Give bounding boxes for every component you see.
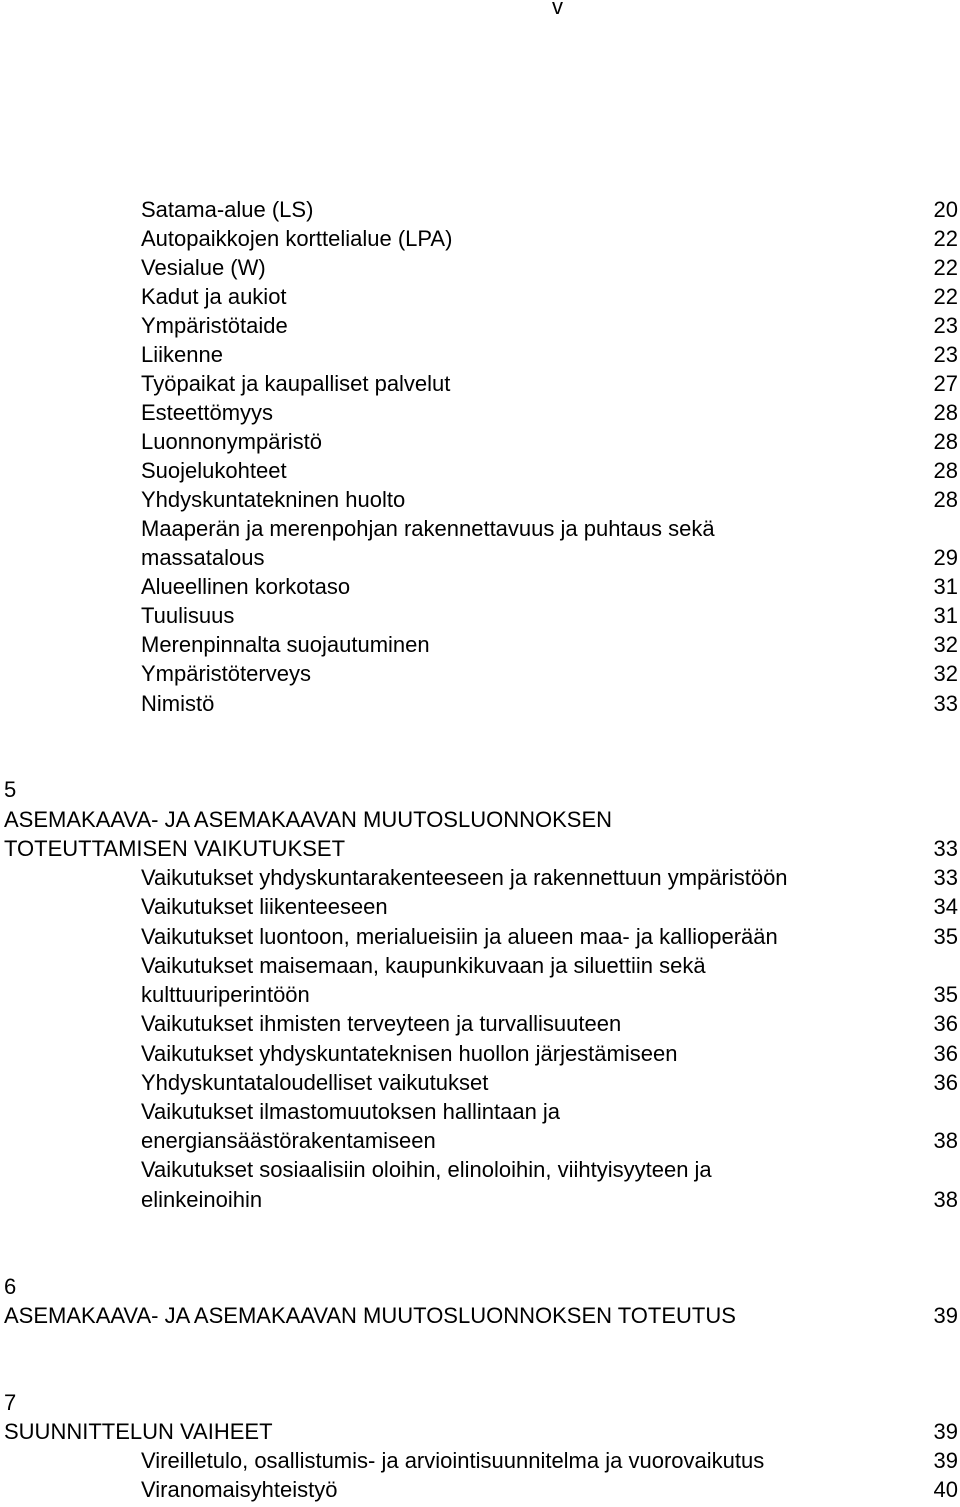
toc-entry[interactable] — [0, 892, 960, 921]
page-number: v — [552, 0, 563, 19]
toc-entry-page: 33 — [933, 865, 958, 890]
section-number: 7 — [4, 1390, 17, 1415]
toc-entry-title: Vaikutukset yhdyskuntateknisen huollon järjestämiseen — [141, 1041, 678, 1066]
toc-entry[interactable] — [0, 572, 960, 601]
toc-entry-page: 40 — [933, 1477, 958, 1502]
toc-entry[interactable] — [0, 1126, 960, 1155]
section-heading-line: SUUNNITTELUN VAIHEET — [4, 1419, 273, 1444]
section-heading-line: TOTEUTTAMISEN VAIKUTUKSET — [4, 836, 346, 861]
section-page: 39 — [933, 1419, 958, 1444]
toc-entry[interactable] — [0, 1185, 960, 1214]
toc-entry[interactable] — [0, 340, 960, 369]
toc-entry-title: Tuulisuus — [141, 603, 235, 628]
toc-entry-title: Satama-alue (LS) — [141, 197, 314, 222]
toc-entry-title: Merenpinnalta suojautuminen — [141, 632, 430, 657]
toc-entry-title: Viranomaisyhteistyö — [141, 1477, 338, 1502]
toc-entry-page: 22 — [933, 255, 958, 280]
toc-entry-title: Liikenne — [141, 342, 223, 367]
toc-entry-page: 38 — [933, 1128, 958, 1153]
section-6-heading[interactable] — [0, 1301, 960, 1330]
toc-entry-title: Ympäristötaide — [141, 313, 288, 338]
toc-entry[interactable] — [0, 922, 960, 951]
toc-entry[interactable] — [0, 253, 960, 282]
toc-entry-title: Autopaikkojen korttelialue (LPA) — [141, 226, 453, 251]
toc-entry-page: 28 — [933, 458, 958, 483]
toc-entry-title: energiansäästörakentamiseen — [141, 1128, 436, 1153]
toc-entry[interactable] — [0, 1097, 960, 1126]
toc-entry-page: 35 — [933, 924, 958, 949]
section-7-heading[interactable] — [0, 1417, 960, 1446]
toc-entry-title: Vaikutukset yhdyskuntarakenteeseen ja rakennettuun ympäristöön — [141, 865, 788, 890]
toc-entry-page: 27 — [933, 371, 958, 396]
toc-entry-page: 39 — [933, 1448, 958, 1473]
toc-entry[interactable] — [0, 195, 960, 224]
toc-entry-title: Yhdyskuntataloudelliset vaikutukset — [141, 1070, 489, 1095]
toc-entry[interactable] — [0, 427, 960, 456]
section-6-number — [0, 1272, 960, 1301]
toc-entry-page: 32 — [933, 632, 958, 657]
toc-entry[interactable] — [0, 1475, 960, 1504]
toc-entry-page: 35 — [933, 982, 958, 1007]
toc-entry-title: Ympäristöterveys — [141, 661, 311, 686]
section-7-number — [0, 1388, 960, 1417]
toc-entry[interactable] — [0, 601, 960, 630]
section-5-heading[interactable] — [0, 805, 960, 834]
toc-entry[interactable] — [0, 282, 960, 311]
toc-entry[interactable] — [0, 398, 960, 427]
toc-entry[interactable] — [0, 863, 960, 892]
toc-entry[interactable] — [0, 1155, 960, 1184]
toc-entry[interactable] — [0, 485, 960, 514]
section-heading-line: ASEMAKAAVA- JA ASEMAKAAVAN MUUTOSLUONNOKSEN — [4, 807, 613, 832]
toc-entry-title: Vesialue (W) — [141, 255, 266, 280]
toc-entry-title: kulttuuriperintöön — [141, 982, 310, 1007]
toc-entry-page: 28 — [933, 429, 958, 454]
toc-entry-page: 28 — [933, 400, 958, 425]
toc-entry[interactable] — [0, 1446, 960, 1475]
toc-entry-title: Vireilletulo, osallistumis- ja arviointisuunnitelma ja vuorovaikutus — [141, 1448, 765, 1473]
toc-entry[interactable] — [0, 369, 960, 398]
toc-entry[interactable] — [0, 1068, 960, 1097]
toc-entry[interactable] — [0, 689, 960, 718]
toc-entry-page: 36 — [933, 1011, 958, 1036]
toc-entry-title: Vaikutukset ilmastomuutoksen hallintaan ja — [141, 1099, 561, 1124]
toc-entry-title: Luonnonympäristö — [141, 429, 323, 454]
toc-entry-title: Vaikutukset luontoon, merialueisiin ja alueen maa- ja kallioperään — [141, 924, 778, 949]
toc-entry-page: 36 — [933, 1041, 958, 1066]
section-5-heading[interactable] — [0, 834, 960, 863]
toc-entry-page: 22 — [933, 284, 958, 309]
toc-entry-page: 28 — [933, 487, 958, 512]
toc-entry[interactable] — [0, 311, 960, 340]
toc-entry-page: 36 — [933, 1070, 958, 1095]
section-number: 6 — [4, 1274, 17, 1299]
toc-entry-title: Alueellinen korkotaso — [141, 574, 351, 599]
toc-entry[interactable] — [0, 514, 960, 543]
toc-entry-page: 31 — [933, 574, 958, 599]
toc-entry-title: Yhdyskuntatekninen huolto — [141, 487, 406, 512]
toc-entry[interactable] — [0, 1009, 960, 1038]
toc-entry-title: Suojelukohteet — [141, 458, 287, 483]
toc-entry-page: 31 — [933, 603, 958, 628]
toc-entry-page: 22 — [933, 226, 958, 251]
section-page: 39 — [933, 1303, 958, 1328]
toc-entry-page: 20 — [933, 197, 958, 222]
toc-entry-page: 33 — [933, 691, 958, 716]
toc-entry[interactable] — [0, 980, 960, 1009]
toc-entry[interactable] — [0, 456, 960, 485]
toc-entry[interactable] — [0, 659, 960, 688]
toc-entry-title: Kadut ja aukiot — [141, 284, 287, 309]
section-5-number — [0, 775, 960, 804]
toc-entry-page: 29 — [933, 545, 958, 570]
toc-entry-title: Vaikutukset ihmisten terveyteen ja turvallisuuteen — [141, 1011, 622, 1036]
toc-entry-title: Työpaikat ja kaupalliset palvelut — [141, 371, 451, 396]
section-page: 33 — [933, 836, 958, 861]
section-heading-line: ASEMAKAAVA- JA ASEMAKAAVAN MUUTOSLUONNOKSEN TOTEUTUS — [4, 1303, 736, 1328]
toc-entry-title: Nimistö — [141, 691, 215, 716]
toc-entry[interactable] — [0, 951, 960, 980]
toc-entry-title: Vaikutukset liikenteeseen — [141, 894, 388, 919]
toc-entry-title: Vaikutukset sosiaalisiin oloihin, elinoloihin, viihtyisyyteen ja — [141, 1157, 712, 1182]
toc-entry-title: elinkeinoihin — [141, 1187, 263, 1212]
toc-entry-title: Esteettömyys — [141, 400, 274, 425]
toc-entry-page: 38 — [933, 1187, 958, 1212]
toc-entry[interactable] — [0, 224, 960, 253]
toc-entry-title: Maaperän ja merenpohjan rakennettavuus ja puhtaus sekä — [141, 516, 715, 541]
toc-entry-page: 23 — [933, 342, 958, 367]
toc-entry-page: 34 — [933, 894, 958, 919]
section-number: 5 — [4, 777, 17, 802]
toc-entry-title: Vaikutukset maisemaan, kaupunkikuvaan ja siluettiin sekä — [141, 953, 706, 978]
toc-entry[interactable] — [0, 543, 960, 572]
toc-entry-page: 23 — [933, 313, 958, 338]
toc-entry[interactable] — [0, 1039, 960, 1068]
toc-entry-title: massatalous — [141, 545, 265, 570]
toc-entry[interactable] — [0, 630, 960, 659]
toc-entry-page: 32 — [933, 661, 958, 686]
